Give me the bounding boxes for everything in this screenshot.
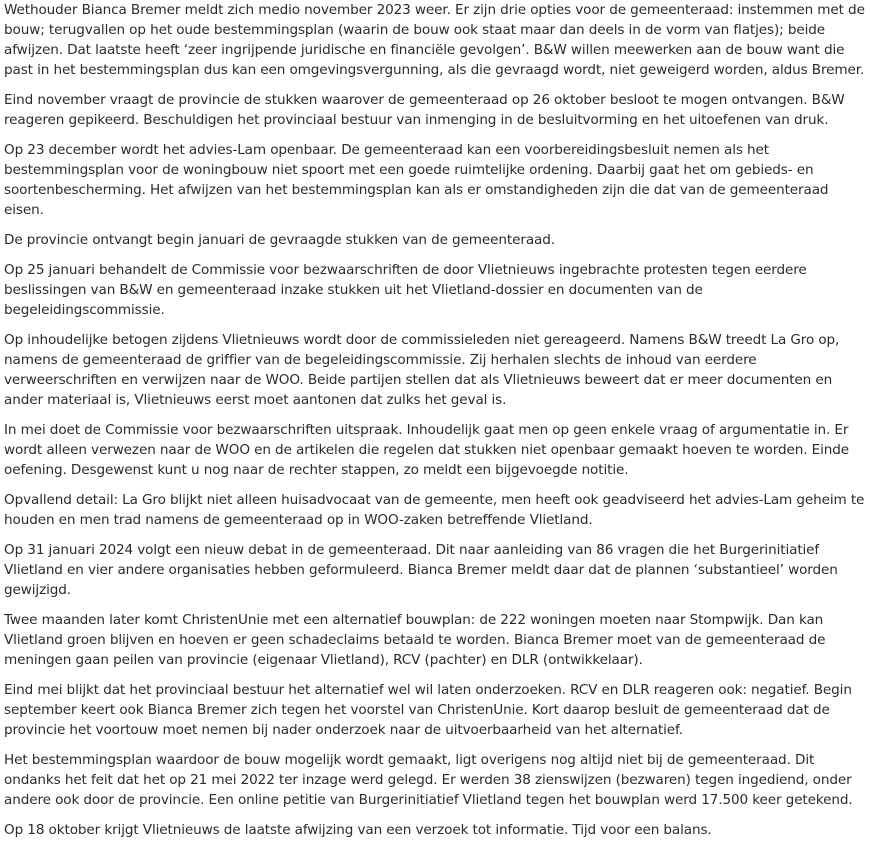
article-body bbox=[4, 0, 866, 850]
paragraph-bremer-november: Wethouder Bianca Bremer meldt zich medio november 2023 weer. Er zijn drie opties voor de gemeenteraad: instemmen met de bouw; terugvallen op het oude bestemmingsplan (waarin de bouw ook staat maar dan deels in de vorm van flatjes); beide afwijzen. Dat laatste heeft ‘zeer ingrijpende juridische en financiële gevolgen’. B&W willen meewerken aan de bouw want die past in het bestemmingsplan dus kan een omgevingsvergunning, als die gevraagd wordt, niet geweigerd worden, aldus Bremer. bbox=[4, 2, 865, 78]
paragraph-debat-januari-2024: Op 31 januari 2024 volgt een nieuw debat in de gemeenteraad. Dit naar aanleiding van 86 vragen die het Burgerinitiatief Vlietland en vier andere organisaties hebben geformuleerd. Bianca Bremer meldt daar dat de plannen ‘substantieel’ worden gewijzigd. bbox=[4, 542, 838, 598]
paragraph-provincie-januari: De provincie ontvangt begin januari de gevraagde stukken van de gemeenteraad. bbox=[4, 232, 555, 248]
paragraph-advies-lam: Op 23 december wordt het advies-Lam openbaar. De gemeenteraad kan een voorbereidingsbesluit nemen als het bestemmingsplan voor de woningbouw niet spoort met een goede ruimtelijke ordening. Daarbij gaat het om gebieds- en soortenbescherming. Het afwijzen van het bestemmingsplan kan als er omstandigheden zijn die dat van de gemeenteraad eisen. bbox=[4, 142, 829, 218]
paragraph-commissie-bezwaarschriften: Op 25 januari behandelt de Commissie voor bezwaarschriften de door Vlietnieuws ingebrachte protesten tegen eerdere beslissingen van B&W en gemeenteraad inzake stukken uit het Vlietland-dossier en documenten van de begeleidingscommissie. bbox=[4, 262, 807, 318]
paragraph-uitspraak-mei: In mei doet de Commissie voor bezwaarschriften uitspraak. Inhoudelijk gaat men op geen enkele vraag of argumentatie in. Er wordt alleen verwezen naar de WOO en de artikelen die regelen dat stukken niet openbaar gemaakt hoeven te worden. Einde oefening. Desgewenst kunt u nog naar de rechter stappen, zo meldt een bijgevoegde notitie. bbox=[4, 422, 849, 478]
paragraph-bestemmingsplan: Het bestemmingsplan waardoor de bouw mogelijk wordt gemaakt, ligt overigens nog altijd niet bij de gemeenteraad. Dit ondanks het feit dat het op 21 mei 2022 ter inzage werd gelegd. Er werden 38 zienswijzen (bezwaren) tegen ingediend, onder andere ook door de provincie. Een online petitie van Burgerinitiatief Vlietland tegen het bouwplan werd 17.500 keer getekend. bbox=[4, 752, 853, 808]
paragraph-christenunie-alternatief: Twee maanden later komt ChristenUnie met een alternatief bouwplan: de 222 woningen moeten naar Stompwijk. Dan kan Vlietland groen blijven en hoeven er geen schadeclaims betaald te worden. Bianca Bremer moet van de gemeenteraad de meningen gaan peilen van provincie (eigenaar Vlietland), RCV (pachter) en DLR (ontwikkelaar). bbox=[4, 612, 826, 668]
paragraph-afwijzing-oktober: Op 18 oktober krijgt Vlietnieuws de laatste afwijzing van een verzoek tot informatie. Tijd voor een balans. bbox=[4, 822, 712, 838]
paragraph-opvallend-detail: Opvallend detail: La Gro blijkt niet alleen huisadvocaat van de gemeente, men heeft ook geadviseerd het advies-Lam geheim te houden en men trad namens de gemeenteraad op in WOO-zaken betreffende Vlietland. bbox=[4, 492, 865, 528]
paragraph-provincie-stukken: Eind november vraagt de provincie de stukken waarover de gemeenteraad op 26 oktober besloot te mogen ontvangen. B&W reageren gepikeerd. Beschuldigen het provinciaal bestuur van inmenging in de besluitvorming en het uitoefenen van druk. bbox=[4, 92, 845, 128]
paragraph-eind-mei: Eind mei blijkt dat het provinciaal bestuur het alternatief wel wil laten onderzoeken. RCV en DLR reageren ook: negatief. Begin september keert ook Bianca Bremer zich tegen het voorstel van ChristenUnie. Kort daarop besluit de gemeenteraad dat de provincie het voortouw moet nemen bij nader onderzoek naar de uitvoerbaarheid van het alternatief. bbox=[4, 682, 852, 738]
paragraph-inhoudelijke-betogen: Op inhoudelijke betogen zijdens Vlietnieuws wordt door de commissieleden niet gereageerd. Namens B&W treedt La Gro op, namens de gemeenteraad de griffier van de begeleidingscommissie. Zij herhalen slechts de inhoud van eerdere verweerschriften en verwijzen naar de WOO. Beide partijen stellen dat als Vlietnieuws beweert dat er meer documenten en ander materiaal is, Vlietnieuws eerst moet aantonen dat zulks het geval is. bbox=[4, 332, 840, 408]
